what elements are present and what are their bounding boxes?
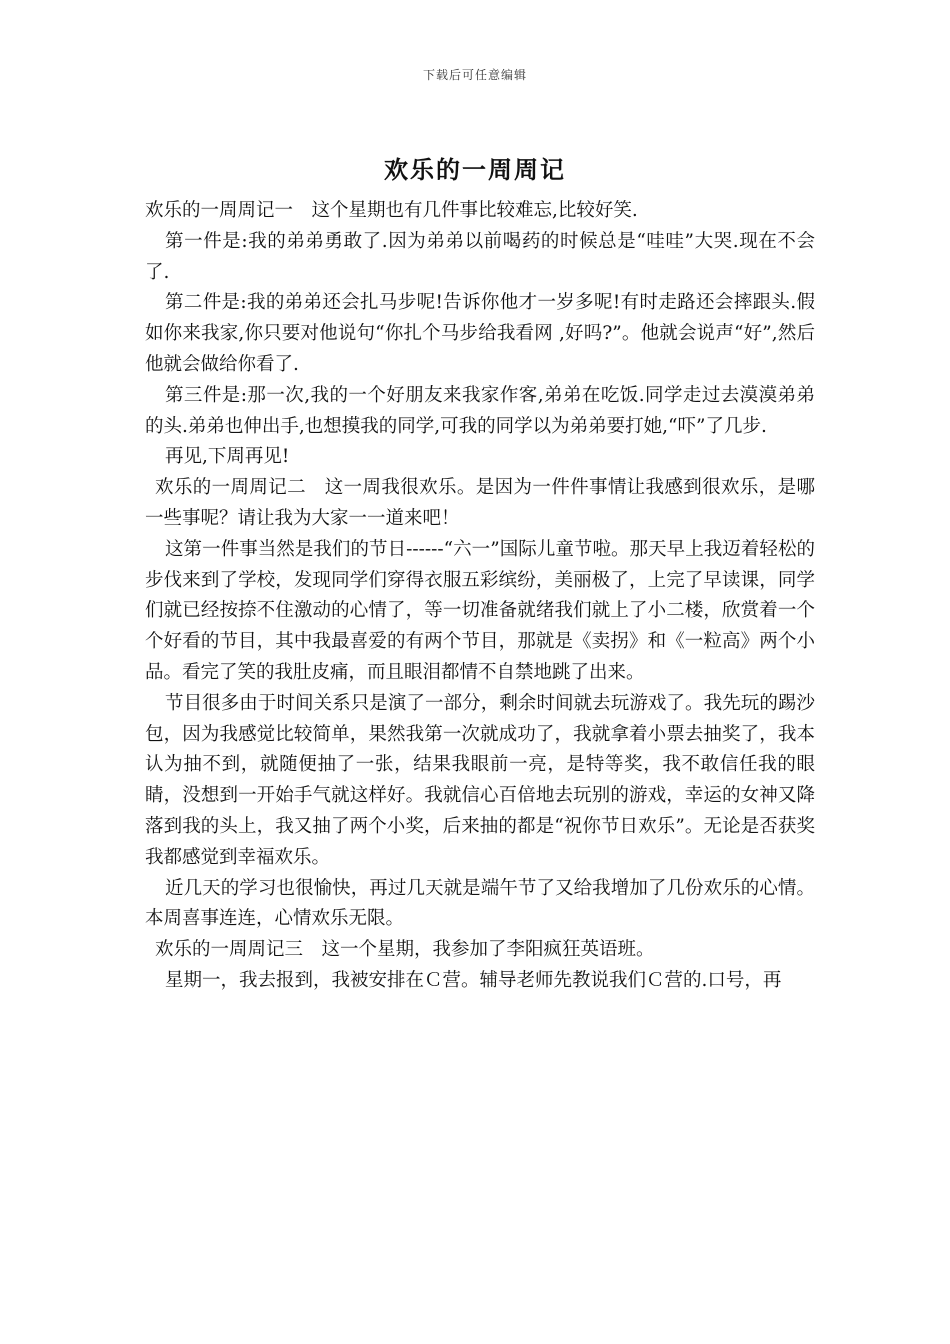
- document-body: [145, 196, 815, 997]
- header-note: 下载后可任意编辑: [422, 68, 527, 82]
- paragraph-4: 第三件是:那一次,我的一个好朋友来我家作客,弟弟在吃饭.同学走过去漠漠弟弟的头.弟弟也伸出手,也想摸我的同学,可我的同学以为弟弟要打她,“吓”了几步.: [145, 384, 815, 437]
- paragraph-5: 再见,下周再见!: [165, 446, 290, 468]
- paragraph-2: 第一件是:我的弟弟勇敢了.因为弟弟以前喝药的时候总是“哇哇”大哭.现在不会了.: [145, 230, 815, 283]
- paragraph-11: 星期一，我去报到，我被安排在Ｃ营。辅导老师先教说我们Ｃ营的.口号，再: [165, 969, 782, 991]
- paragraph-9: 近几天的学习也很愉快，再过几天就是端午节了又给我增加了几份欢乐的心情。本周喜事连连，心情欢乐无限。: [145, 877, 815, 930]
- paragraph-10: 欢乐的一周周记三 这一个星期，我参加了李阳疯狂英语班。: [155, 939, 655, 961]
- paragraph-6: 欢乐的一周周记二 这一周我很欢乐。是因为一件件事情让我感到很欢乐，是哪一些事呢？请让我为大家一一道来吧！: [145, 477, 815, 529]
- paragraph-1: 欢乐的一周周记一 这个星期也有几件事比较难忘,比较好笑.: [145, 200, 638, 221]
- paragraph-7: 这第一件事当然是我们的节日------“六一”国际儿童节啦。那天早上我迈着轻松的步伐来到了学校，发现同学们穿得衣服五彩缤纷，美丽极了，上完了早读课，同学们就已经按捺不住激动的心情了，等一切准备就绪我们就上了小二楼，欣赏着一个个好看的节目，其中我最喜爱的有两个节目，那就是《卖拐》和《一粒高》两个小品。看完了笑的我肚皮痛，而且眼泪都情不自禁地跳了出来。: [145, 538, 815, 683]
- paragraph-3: 第二件是:我的弟弟还会扎马步呢!告诉你他才一岁多呢!有时走路还会摔跟头.假如你来我家,你只要对他说句“你扎个马步给我看网 ,好吗?”。他就会说声“好”,然后他就会做给你看了.: [145, 292, 815, 375]
- document-title: 欢乐的一周周记: [384, 155, 566, 184]
- paragraph-8: 节目很多由于时间关系只是演了一部分，剩余时间就去玩游戏了。我先玩的踢沙包，因为我感觉比较简单，果然我第一次就成功了，我就拿着小票去抽奖了，我本认为抽不到，就随便抽了一张，结果我眼前一亮，是特等奖，我不敢信任我的眼睛，没想到一开始手气就这样好。我就信心百倍地去玩别的游戏，幸运的女神又降落到我的头上，我又抽了两个小奖，后来抽的都是“祝你节日欢乐”。无论是否获奖我都感觉到幸福欢乐。: [145, 692, 815, 868]
